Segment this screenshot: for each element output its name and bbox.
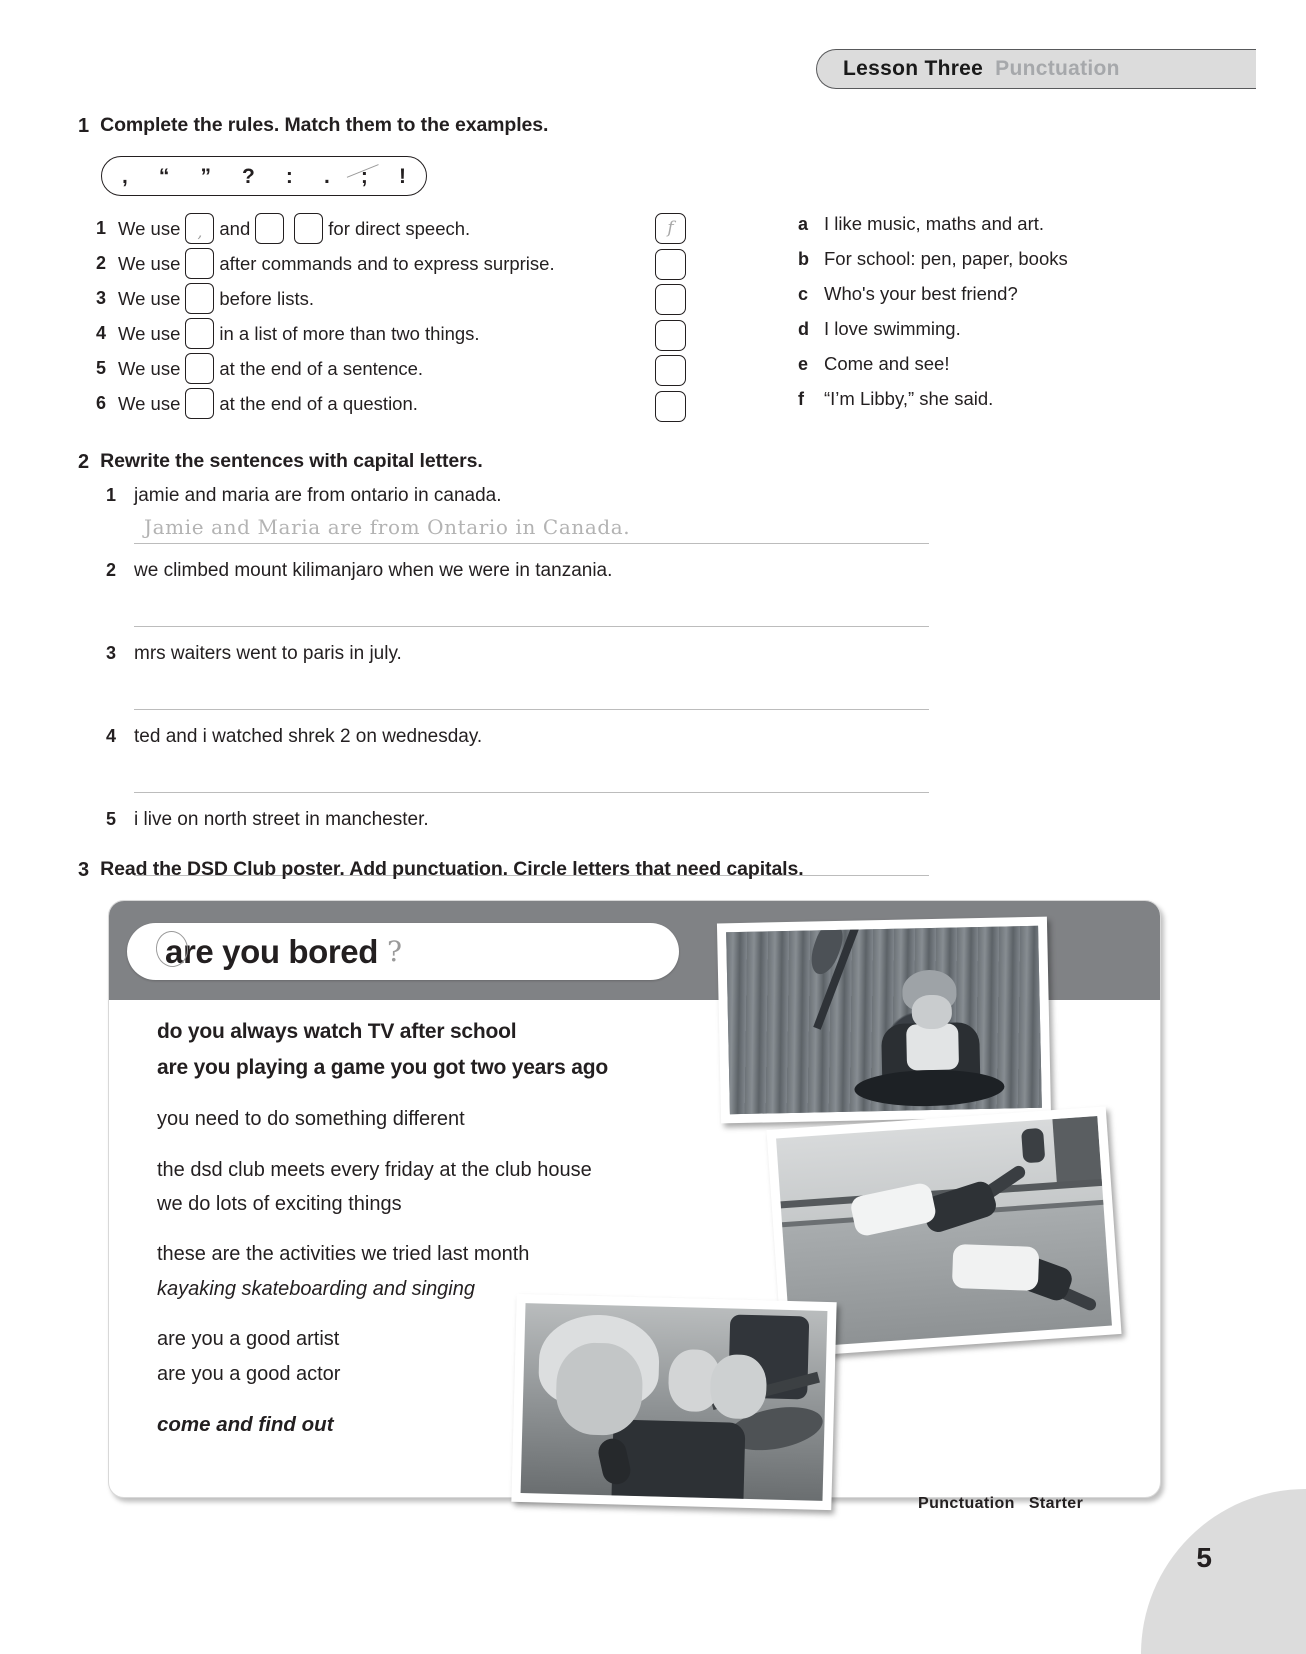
rule-row <box>96 386 555 421</box>
poster-line: are you playing a game you got two years ago <box>157 1056 608 1080</box>
answer-line[interactable] <box>134 590 929 627</box>
example-row <box>798 388 1068 423</box>
punctuation-bank <box>101 156 427 196</box>
rule-number: 5 <box>96 358 107 378</box>
sentence-row <box>106 726 936 748</box>
rule-text-post: after commands and to express surprise. <box>219 252 555 274</box>
poster-line-final: come and find out <box>157 1412 334 1436</box>
rule-answer-box[interactable] <box>185 248 214 279</box>
rule-answer-value: , <box>197 223 203 241</box>
poster-line: are you a good artist <box>157 1328 340 1351</box>
exercise-2-heading <box>78 452 483 472</box>
kayaker-vest-shape <box>906 1024 959 1071</box>
poster-line-group <box>157 1153 757 1222</box>
rule-text-post: for direct speech. <box>328 217 471 239</box>
rule-text-pre: We use <box>118 322 181 344</box>
poster-headline-pill <box>127 923 679 980</box>
semicolon-mark-struck <box>361 166 368 187</box>
example-text: I like music, maths and art. <box>824 213 1045 234</box>
example-text: For school: pen, paper, books <box>824 248 1068 269</box>
poster-line: the dsd club meets every friday at the club house <box>157 1158 592 1181</box>
match-answer-box[interactable] <box>655 391 686 422</box>
rule-text-pre: We use <box>118 357 181 379</box>
example-letter: d <box>798 319 809 339</box>
rule-text-post: before lists. <box>219 287 314 309</box>
exercise-1-examples-list <box>798 213 1068 423</box>
close-quote-mark: ” <box>200 164 211 188</box>
sentence-number: 1 <box>106 485 117 505</box>
exercise-3-number: 3 <box>78 859 90 881</box>
kayaker-face-shape <box>912 995 953 1030</box>
singing-photo-image <box>521 1303 828 1501</box>
handwritten-answer: Jamie and Maria are from Ontario in Canada. <box>144 515 631 539</box>
lesson-label: Lesson Three <box>843 57 984 80</box>
exercise-2-title: Rewrite the sentences with capital letters. <box>100 450 483 472</box>
comma-mark: , <box>122 164 128 188</box>
answer-line[interactable] <box>134 507 929 544</box>
example-text: “I’m Libby,” she said. <box>824 388 994 409</box>
sentence-prompt: we climbed mount kilimanjaro when we were in tanzania. <box>134 560 613 581</box>
sentence-prompt: ted and i watched shrek 2 on wednesday. <box>134 726 483 747</box>
rule-text-pre: We use <box>118 217 181 239</box>
sentence-prompt: jamie and maria are from ontario in canada. <box>134 485 502 506</box>
page-footer <box>918 1495 1083 1513</box>
poster-line: these are the activities we tried last month <box>157 1243 530 1266</box>
rule-answer-box[interactable] <box>255 213 284 244</box>
semicolon-glyph: ; <box>360 164 368 188</box>
sentence-number: 3 <box>106 643 117 663</box>
rule-answer-box[interactable] <box>185 213 214 244</box>
rule-number: 4 <box>96 323 107 343</box>
rule-number: 2 <box>96 253 107 273</box>
rule-answer-box[interactable] <box>294 213 323 244</box>
poster-headline-text: are you bored <box>165 932 379 970</box>
match-answer-box[interactable] <box>655 249 686 280</box>
rule-text-pre: We use <box>118 287 181 309</box>
example-row <box>798 283 1068 318</box>
singing-photo <box>511 1294 836 1510</box>
match-answer-box[interactable] <box>655 320 686 351</box>
rule-number: 1 <box>96 218 107 238</box>
match-answer-boxes <box>655 213 686 426</box>
rule-row <box>96 281 555 316</box>
sentence-prompt: i live on north street in manchester. <box>134 809 429 830</box>
example-row <box>798 353 1068 388</box>
singer-face-shape <box>555 1342 643 1436</box>
match-answer-box[interactable] <box>655 284 686 315</box>
distant-skater-shape <box>1021 1128 1045 1163</box>
exercise-3-title: Read the DSD Club poster. Add punctuation. Circle letters that need capitals. <box>100 858 804 880</box>
poster-line: we do lots of exciting things <box>157 1193 402 1215</box>
seated-children-shape <box>611 1419 746 1498</box>
example-text: I love swimming. <box>824 318 961 339</box>
sentence-number: 2 <box>106 560 117 580</box>
poster-line-group <box>157 1102 757 1136</box>
sentence-row <box>106 643 936 665</box>
footer-level: Starter <box>1028 1495 1084 1512</box>
rule-text-pre: We use <box>118 252 181 274</box>
example-row <box>798 213 1068 248</box>
poster-line-italic: kayaking skateboarding and singing <box>157 1277 475 1300</box>
kayak-hull-shape <box>854 1068 1005 1107</box>
rule-text-mid: and <box>219 217 251 239</box>
open-quote-mark: “ <box>158 164 170 188</box>
exercise-1-title: Complete the rules. Match them to the examples. <box>100 114 549 136</box>
exercise-1-rules-list <box>96 211 555 421</box>
poster-line: you need to do something different <box>157 1108 465 1131</box>
skatepark-wall-shape <box>1052 1116 1102 1186</box>
example-text: Come and see! <box>824 353 950 374</box>
rule-row <box>96 211 555 246</box>
page-number: 5 <box>1196 1542 1212 1573</box>
exercise-3-heading <box>78 860 804 880</box>
answer-line[interactable] <box>134 673 929 710</box>
rule-number: 6 <box>96 393 107 413</box>
lesson-header-tab <box>816 49 1256 89</box>
rule-text-pre: We use <box>118 392 181 414</box>
rule-row <box>96 246 555 281</box>
exercise-1-number: 1 <box>78 115 90 137</box>
rule-answer-box[interactable] <box>185 283 214 314</box>
example-row <box>798 248 1068 283</box>
rule-text-post: at the end of a sentence. <box>219 357 424 379</box>
poster-line: are you a good actor <box>157 1362 341 1385</box>
sentence-row <box>106 485 936 507</box>
kayaking-photo-image <box>726 926 1042 1114</box>
answer-line[interactable] <box>134 756 929 793</box>
skater-one-shirt-shape <box>849 1181 938 1237</box>
example-letter: c <box>798 284 809 304</box>
girl-two-face-shape <box>710 1354 768 1419</box>
sentence-row <box>106 560 936 582</box>
rule-row <box>96 351 555 386</box>
rule-text-post: in a list of more than two things. <box>219 322 480 344</box>
example-row <box>798 318 1068 353</box>
example-letter: a <box>798 214 809 234</box>
example-letter: e <box>798 354 809 374</box>
rule-row <box>96 316 555 351</box>
match-answer-box[interactable] <box>655 213 686 244</box>
rule-answer-box[interactable] <box>185 353 214 384</box>
exercise-1-heading <box>78 116 548 136</box>
skater-two-shirt-shape <box>952 1244 1039 1291</box>
exercise-2-items <box>106 485 936 876</box>
rule-text-post: at the end of a question. <box>219 392 418 414</box>
colon-mark: : <box>285 164 293 188</box>
poster-line: do you always watch TV after school <box>157 1020 517 1043</box>
question-mark: ? <box>242 164 255 188</box>
footer-topic: Punctuation <box>918 1495 1015 1512</box>
match-answer-value: f <box>667 218 674 238</box>
kayaking-photo <box>717 917 1051 1124</box>
poster-line-group <box>157 1014 757 1086</box>
rule-answer-box[interactable] <box>185 388 214 419</box>
sentence-number: 5 <box>106 809 117 829</box>
page-corner-decoration <box>1141 1489 1306 1654</box>
sentence-prompt: mrs waiters went to paris in july. <box>134 643 402 664</box>
exercise-2-number: 2 <box>78 451 90 473</box>
example-letter: f <box>798 389 804 409</box>
handwritten-question-mark: ? <box>387 935 403 968</box>
lesson-topic-label: Punctuation <box>995 57 1120 80</box>
example-letter: b <box>798 249 809 269</box>
rule-number: 3 <box>96 288 107 308</box>
rule-answer-box[interactable] <box>185 318 214 349</box>
sentence-number: 4 <box>106 726 117 746</box>
sentence-row <box>106 809 936 831</box>
poster-line-group <box>157 1237 757 1306</box>
match-answer-box[interactable] <box>655 355 686 386</box>
exclamation-mark: ! <box>398 164 406 188</box>
full-stop-mark: . <box>323 164 330 188</box>
poster-headline <box>165 933 378 971</box>
example-text: Who's your best friend? <box>824 283 1018 304</box>
